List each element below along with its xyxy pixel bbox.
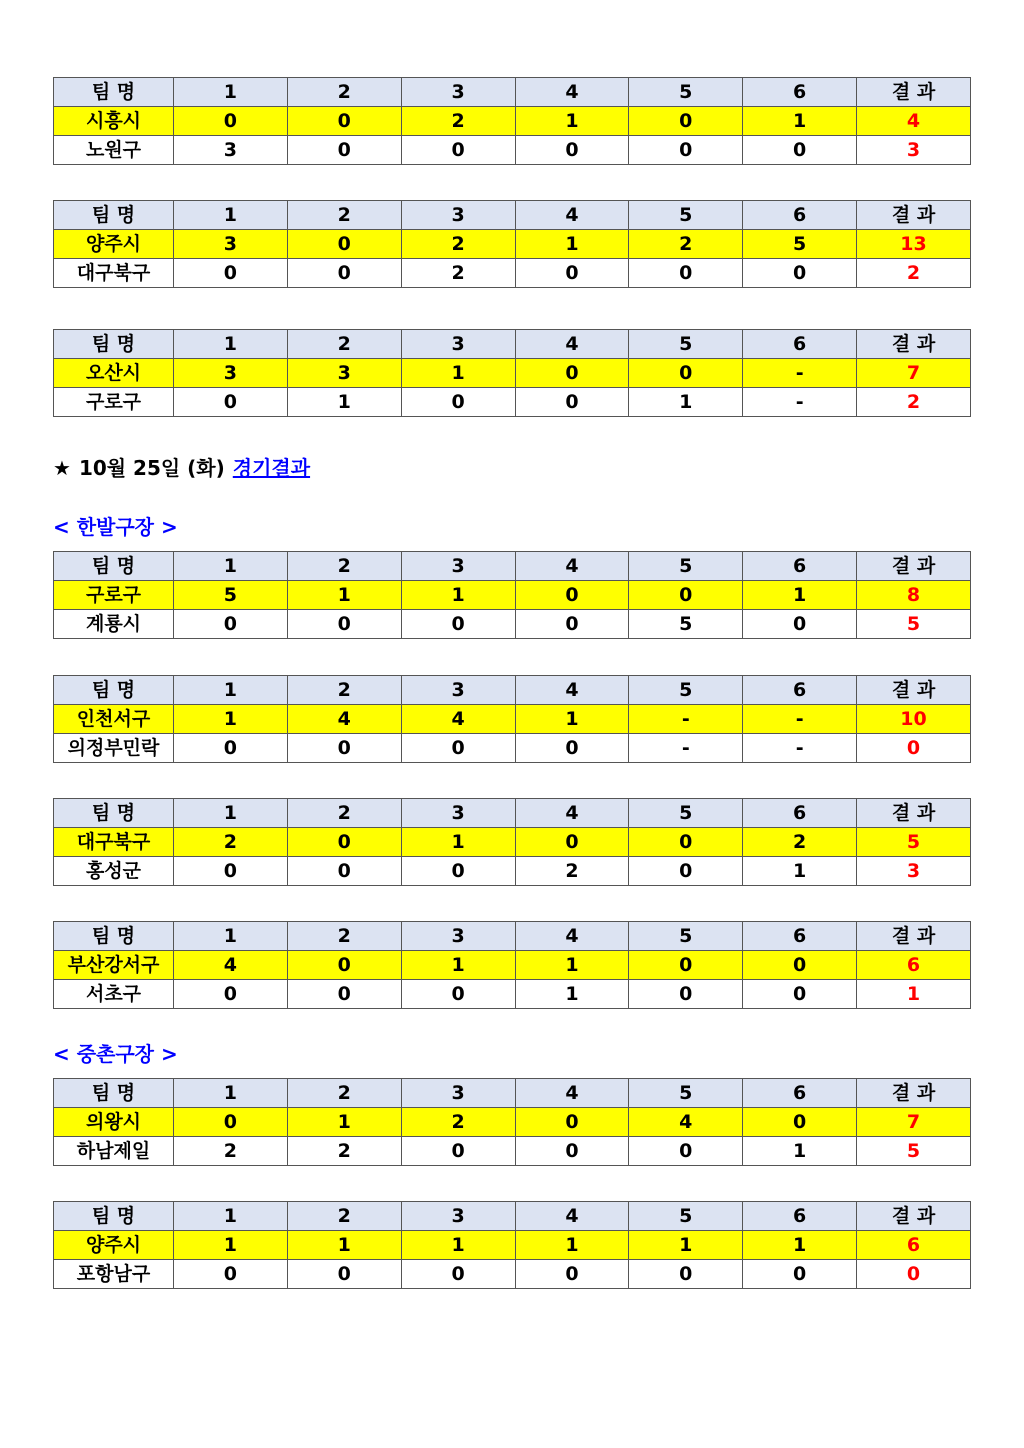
inning-column-header: 4 (515, 922, 629, 951)
scoreboard (53, 921, 971, 1009)
team-name: 양주시 (54, 230, 174, 259)
team-name: 의정부민락 (54, 734, 174, 763)
inning-score: 1 (629, 388, 743, 417)
total-score: 6 (857, 951, 971, 980)
scoreboard (53, 1078, 971, 1166)
inning-score: 0 (515, 136, 629, 165)
inning-score: - (743, 705, 857, 734)
inning-score: 0 (629, 259, 743, 288)
inning-column-header: 6 (743, 1202, 857, 1231)
scoreboard (53, 798, 971, 886)
inning-score: 0 (174, 259, 288, 288)
inning-score: 2 (515, 857, 629, 886)
team-column-header: 팀 명 (54, 330, 174, 359)
inning-score: 0 (629, 107, 743, 136)
inning-score: 0 (287, 734, 401, 763)
inning-score: 0 (401, 857, 515, 886)
team-column-header: 팀 명 (54, 1202, 174, 1231)
inning-column-header: 4 (515, 330, 629, 359)
inning-column-header: 1 (174, 552, 288, 581)
inning-score: 0 (515, 610, 629, 639)
inning-column-header: 2 (287, 922, 401, 951)
inning-score: 4 (174, 951, 288, 980)
table-row (54, 857, 971, 886)
inning-score: - (743, 734, 857, 763)
score-table (53, 921, 971, 1009)
team-name: 양주시 (54, 1231, 174, 1260)
inning-column-header: 3 (401, 552, 515, 581)
inning-score: 0 (515, 359, 629, 388)
team-name: 서초구 (54, 980, 174, 1009)
inning-score: 1 (401, 1231, 515, 1260)
scoreboard (53, 675, 971, 763)
inning-score: 2 (401, 107, 515, 136)
inning-score: 1 (743, 1137, 857, 1166)
team-name: 오산시 (54, 359, 174, 388)
team-name: 노원구 (54, 136, 174, 165)
table-row (54, 230, 971, 259)
score-table (53, 551, 971, 639)
score-table (53, 200, 971, 288)
inning-score: 5 (174, 581, 288, 610)
inning-score: 4 (629, 1108, 743, 1137)
inning-column-header: 5 (629, 78, 743, 107)
inning-score: 2 (743, 828, 857, 857)
score-table (53, 329, 971, 417)
inning-score: 0 (401, 1137, 515, 1166)
inning-score: 3 (174, 230, 288, 259)
inning-score: 0 (287, 610, 401, 639)
team-name: 대구북구 (54, 259, 174, 288)
inning-column-header: 6 (743, 799, 857, 828)
inning-score: 1 (515, 705, 629, 734)
table-row (54, 610, 971, 639)
header-row (54, 78, 971, 107)
inning-column-header: 4 (515, 78, 629, 107)
inning-column-header: 1 (174, 676, 288, 705)
inning-score: 0 (287, 259, 401, 288)
inning-score: 0 (287, 230, 401, 259)
total-score: 3 (857, 136, 971, 165)
inning-score: 1 (401, 581, 515, 610)
scoreboard (53, 551, 971, 639)
header-row (54, 330, 971, 359)
score-table (53, 77, 971, 165)
total-score: 2 (857, 388, 971, 417)
total-score: 13 (857, 230, 971, 259)
inning-score: 5 (629, 610, 743, 639)
star-icon: ★ (53, 456, 71, 480)
table-row (54, 1260, 971, 1289)
header-row (54, 1202, 971, 1231)
inning-column-header: 5 (629, 330, 743, 359)
inning-score: 0 (743, 951, 857, 980)
inning-score: 0 (515, 828, 629, 857)
team-column-header: 팀 명 (54, 922, 174, 951)
inning-score: 2 (401, 259, 515, 288)
table-row (54, 388, 971, 417)
inning-score: 4 (401, 705, 515, 734)
inning-score: 0 (401, 610, 515, 639)
inning-column-header: 3 (401, 330, 515, 359)
score-table (53, 675, 971, 763)
inning-score: 0 (287, 951, 401, 980)
inning-score: 1 (287, 1108, 401, 1137)
inning-score: 0 (287, 1260, 401, 1289)
inning-score: 1 (174, 705, 288, 734)
inning-column-header: 2 (287, 1079, 401, 1108)
inning-column-header: 2 (287, 330, 401, 359)
inning-score: 0 (743, 1108, 857, 1137)
inning-score: 3 (174, 136, 288, 165)
inning-score: - (743, 359, 857, 388)
scoreboard (53, 329, 971, 417)
inning-score: 2 (401, 230, 515, 259)
team-name: 부산강서구 (54, 951, 174, 980)
inning-score: 1 (287, 388, 401, 417)
header-row (54, 1079, 971, 1108)
venue-title: < 중촌구장 > (53, 1042, 178, 1066)
result-column-header: 결 과 (857, 330, 971, 359)
inning-column-header: 1 (174, 1202, 288, 1231)
venue-title: < 한발구장 > (53, 515, 178, 539)
inning-score: 0 (515, 259, 629, 288)
inning-score: 0 (743, 136, 857, 165)
inning-column-header: 2 (287, 78, 401, 107)
inning-score: - (629, 734, 743, 763)
table-row (54, 951, 971, 980)
result-column-header: 결 과 (857, 552, 971, 581)
inning-score: 0 (174, 734, 288, 763)
team-column-header: 팀 명 (54, 799, 174, 828)
inning-score: 0 (174, 388, 288, 417)
total-score: 7 (857, 1108, 971, 1137)
table-row (54, 1137, 971, 1166)
inning-column-header: 6 (743, 676, 857, 705)
total-score: 5 (857, 1137, 971, 1166)
inning-score: 0 (174, 1108, 288, 1137)
inning-score: 0 (174, 857, 288, 886)
inning-column-header: 4 (515, 1079, 629, 1108)
inning-score: 2 (174, 1137, 288, 1166)
inning-column-header: 4 (515, 552, 629, 581)
team-name: 대구북구 (54, 828, 174, 857)
inning-column-header: 5 (629, 1202, 743, 1231)
result-column-header: 결 과 (857, 201, 971, 230)
inning-score: 0 (743, 259, 857, 288)
team-name: 시흥시 (54, 107, 174, 136)
inning-column-header: 1 (174, 201, 288, 230)
inning-score: 0 (287, 857, 401, 886)
inning-column-header: 4 (515, 799, 629, 828)
table-row (54, 734, 971, 763)
team-column-header: 팀 명 (54, 201, 174, 230)
inning-score: 2 (401, 1108, 515, 1137)
team-name: 하남제일 (54, 1137, 174, 1166)
team-name: 구로구 (54, 388, 174, 417)
inning-score: 1 (515, 107, 629, 136)
team-column-header: 팀 명 (54, 1079, 174, 1108)
inning-column-header: 6 (743, 330, 857, 359)
inning-column-header: 6 (743, 78, 857, 107)
table-row (54, 136, 971, 165)
inning-score: 0 (401, 734, 515, 763)
inning-score: 0 (743, 610, 857, 639)
inning-score: 1 (174, 1231, 288, 1260)
result-column-header: 결 과 (857, 922, 971, 951)
inning-score: 1 (743, 107, 857, 136)
table-row (54, 1231, 971, 1260)
result-column-header: 결 과 (857, 1202, 971, 1231)
inning-column-header: 2 (287, 1202, 401, 1231)
inning-column-header: 3 (401, 201, 515, 230)
inning-score: 0 (629, 1260, 743, 1289)
table-row (54, 259, 971, 288)
total-score: 6 (857, 1231, 971, 1260)
inning-score: 0 (629, 359, 743, 388)
inning-score: 1 (515, 980, 629, 1009)
inning-column-header: 3 (401, 922, 515, 951)
inning-score: 3 (287, 359, 401, 388)
inning-column-header: 2 (287, 676, 401, 705)
inning-score: 1 (401, 359, 515, 388)
result-column-header: 결 과 (857, 799, 971, 828)
inning-score: 0 (174, 980, 288, 1009)
inning-column-header: 1 (174, 799, 288, 828)
table-row (54, 705, 971, 734)
table-row (54, 980, 971, 1009)
inning-score: 0 (515, 734, 629, 763)
inning-score: 2 (629, 230, 743, 259)
total-score: 0 (857, 1260, 971, 1289)
inning-column-header: 4 (515, 201, 629, 230)
result-column-header: 결 과 (857, 78, 971, 107)
inning-score: 1 (515, 1231, 629, 1260)
inning-column-header: 2 (287, 799, 401, 828)
inning-column-header: 3 (401, 1079, 515, 1108)
inning-score: 0 (629, 136, 743, 165)
inning-column-header: 3 (401, 1202, 515, 1231)
inning-column-header: 1 (174, 330, 288, 359)
table-row (54, 1108, 971, 1137)
results-link[interactable]: 경기결과 (232, 456, 311, 480)
inning-column-header: 6 (743, 1079, 857, 1108)
inning-column-header: 1 (174, 1079, 288, 1108)
inning-score: 0 (287, 136, 401, 165)
team-name: 홍성군 (54, 857, 174, 886)
inning-score: 0 (515, 1137, 629, 1166)
inning-score: - (743, 388, 857, 417)
inning-score: 1 (401, 828, 515, 857)
inning-score: 1 (515, 230, 629, 259)
inning-score: 1 (287, 1231, 401, 1260)
inning-score: 0 (174, 1260, 288, 1289)
inning-score: 3 (174, 359, 288, 388)
header-row (54, 201, 971, 230)
inning-column-header: 4 (515, 1202, 629, 1231)
table-row (54, 359, 971, 388)
inning-column-header: 5 (629, 676, 743, 705)
date-text: 10월 25일 (화) (78, 456, 225, 480)
scoreboard (53, 1201, 971, 1289)
score-table (53, 798, 971, 886)
inning-score: 0 (401, 1260, 515, 1289)
team-column-header: 팀 명 (54, 676, 174, 705)
table-row (54, 828, 971, 857)
inning-score: 1 (743, 1231, 857, 1260)
team-name: 의왕시 (54, 1108, 174, 1137)
team-name: 계룡시 (54, 610, 174, 639)
result-column-header: 결 과 (857, 1079, 971, 1108)
inning-score: 1 (743, 857, 857, 886)
inning-score: 2 (287, 1137, 401, 1166)
total-score: 8 (857, 581, 971, 610)
table-row (54, 581, 971, 610)
inning-score: 0 (174, 107, 288, 136)
inning-column-header: 2 (287, 201, 401, 230)
inning-score: 0 (287, 980, 401, 1009)
inning-score: 1 (629, 1231, 743, 1260)
inning-column-header: 5 (629, 799, 743, 828)
inning-score: 0 (174, 610, 288, 639)
team-column-header: 팀 명 (54, 552, 174, 581)
total-score: 10 (857, 705, 971, 734)
inning-score: 0 (629, 980, 743, 1009)
inning-score: 1 (743, 581, 857, 610)
inning-score: 1 (401, 951, 515, 980)
inning-score: 0 (515, 1108, 629, 1137)
inning-column-header: 5 (629, 1079, 743, 1108)
header-row (54, 799, 971, 828)
team-name: 구로구 (54, 581, 174, 610)
inning-score: 0 (629, 1137, 743, 1166)
team-name: 인천서구 (54, 705, 174, 734)
total-score: 2 (857, 259, 971, 288)
table-row (54, 107, 971, 136)
inning-column-header: 3 (401, 676, 515, 705)
total-score: 4 (857, 107, 971, 136)
inning-score: 0 (401, 388, 515, 417)
score-table (53, 1201, 971, 1289)
inning-score: 0 (515, 581, 629, 610)
score-table (53, 1078, 971, 1166)
inning-score: 4 (287, 705, 401, 734)
total-score: 5 (857, 828, 971, 857)
inning-score: 0 (287, 107, 401, 136)
inning-score: 0 (743, 1260, 857, 1289)
inning-score: 0 (629, 857, 743, 886)
date-heading (53, 452, 310, 481)
inning-column-header: 5 (629, 552, 743, 581)
inning-score: 0 (743, 980, 857, 1009)
inning-score: 5 (743, 230, 857, 259)
header-row (54, 552, 971, 581)
total-score: 0 (857, 734, 971, 763)
inning-column-header: 3 (401, 78, 515, 107)
inning-column-header: 5 (629, 201, 743, 230)
total-score: 1 (857, 980, 971, 1009)
inning-score: 0 (629, 828, 743, 857)
inning-column-header: 4 (515, 676, 629, 705)
total-score: 5 (857, 610, 971, 639)
scoreboard (53, 200, 971, 288)
inning-score: - (629, 705, 743, 734)
inning-score: 0 (515, 1260, 629, 1289)
inning-column-header: 2 (287, 552, 401, 581)
header-row (54, 676, 971, 705)
header-row (54, 922, 971, 951)
inning-score: 0 (515, 388, 629, 417)
inning-column-header: 5 (629, 922, 743, 951)
inning-score: 0 (401, 136, 515, 165)
result-column-header: 결 과 (857, 676, 971, 705)
inning-score: 2 (174, 828, 288, 857)
inning-column-header: 6 (743, 201, 857, 230)
inning-column-header: 1 (174, 78, 288, 107)
inning-score: 1 (515, 951, 629, 980)
inning-column-header: 6 (743, 552, 857, 581)
inning-score: 0 (401, 980, 515, 1009)
inning-score: 0 (629, 581, 743, 610)
scoreboard (53, 77, 971, 165)
inning-column-header: 3 (401, 799, 515, 828)
team-column-header: 팀 명 (54, 78, 174, 107)
total-score: 3 (857, 857, 971, 886)
inning-score: 0 (629, 951, 743, 980)
inning-column-header: 1 (174, 922, 288, 951)
inning-column-header: 6 (743, 922, 857, 951)
inning-score: 1 (287, 581, 401, 610)
team-name: 포항남구 (54, 1260, 174, 1289)
total-score: 7 (857, 359, 971, 388)
inning-score: 0 (287, 828, 401, 857)
